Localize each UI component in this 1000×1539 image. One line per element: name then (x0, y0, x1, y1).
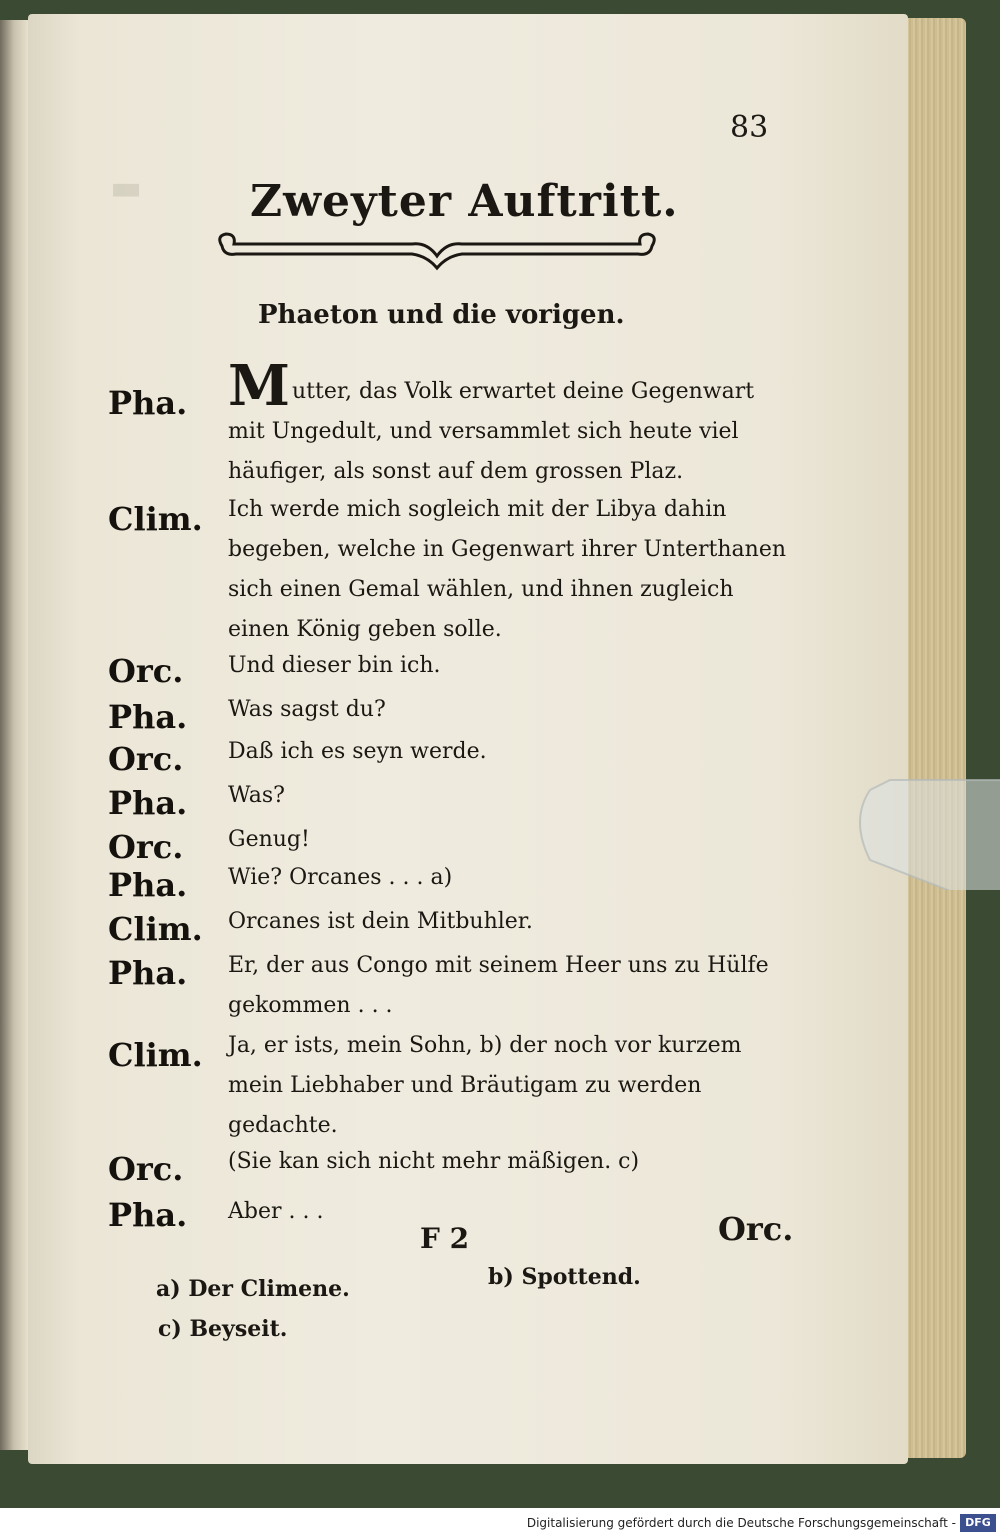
speech-text (228, 353, 788, 492)
catchword: Orc. (718, 1210, 794, 1248)
speech-text: Genug! (228, 827, 310, 852)
speaker-label: Pha. (108, 866, 188, 904)
speech-text: Was sagst du? (228, 697, 386, 722)
speaker-label: Orc. (108, 740, 184, 778)
speaker-label: Clim. (108, 500, 203, 538)
speech-text: Daß ich es seyn werde. (228, 739, 487, 764)
dfg-logo: DFG (960, 1514, 996, 1532)
speech-text: Orcanes ist dein Mitbuhler. (228, 909, 533, 934)
speaker-label: Pha. (108, 784, 188, 822)
speech-text: (Sie kan sich nicht mehr mäßigen. c) (228, 1149, 640, 1174)
speech-body: utter, das Volk erwartet deine Gegenwart mit Ungedult, und versammlet sich heute viel häufiger, als sonst auf dem grossen Plaz. (228, 379, 755, 484)
speaker-label: Orc. (108, 652, 184, 690)
page-number: 83 (730, 110, 769, 145)
drop-cap: M (228, 353, 290, 419)
scene-heading: Zweyter Auftritt. (250, 176, 679, 227)
speaker-label: Pha. (108, 698, 188, 736)
page-block-edge (900, 18, 966, 1458)
footnote-c: c) Beyseit. (158, 1316, 288, 1342)
speech-text: Er, der aus Congo mit seinem Heer uns zu Hülfe gekommen . . . (228, 953, 769, 1018)
speaker-label: Orc. (108, 828, 184, 866)
ornament-rule (212, 226, 662, 274)
footer-credit: Digitalisierung gefördert durch die Deutsche Forschungsgemeinschaft - (526, 1516, 956, 1530)
speaker-label: Orc. (108, 1150, 184, 1188)
footnote-a: a) Der Climene. (156, 1276, 350, 1302)
speech-text: Und dieser bin ich. (228, 653, 441, 678)
signature-mark: F 2 (420, 1222, 470, 1255)
speech-text: Was? (228, 783, 285, 808)
stage-direction: Phaeton und die vorigen. (258, 300, 625, 330)
footnote-b: b) Spottend. (488, 1264, 641, 1290)
speech-text: Wie? Orcanes . . . a) (228, 865, 453, 890)
speech-text: Aber . . . (228, 1199, 324, 1224)
speaker-label: Clim. (108, 1036, 203, 1074)
speaker-label: Pha. (108, 384, 188, 422)
speaker-label: Pha. (108, 1196, 188, 1234)
speech-text: Ich werde mich sogleich mit der Libya dahin begeben, welche in Gegenwart ihrer Unterthanen sich einen Gemal wählen, und ihnen zugleich einen König geben solle. (228, 497, 787, 642)
speech-text: Ja, er ists, mein Sohn, b) der noch vor kurzem mein Liebhaber und Bräutigam zu werden gedachte. (228, 1033, 742, 1138)
speaker-label: Clim. (108, 910, 203, 948)
glass-page-holder (850, 760, 1000, 890)
speaker-label: Pha. (108, 954, 188, 992)
bleed-through: ▬ (110, 168, 143, 208)
footer-bar (0, 1508, 1000, 1539)
